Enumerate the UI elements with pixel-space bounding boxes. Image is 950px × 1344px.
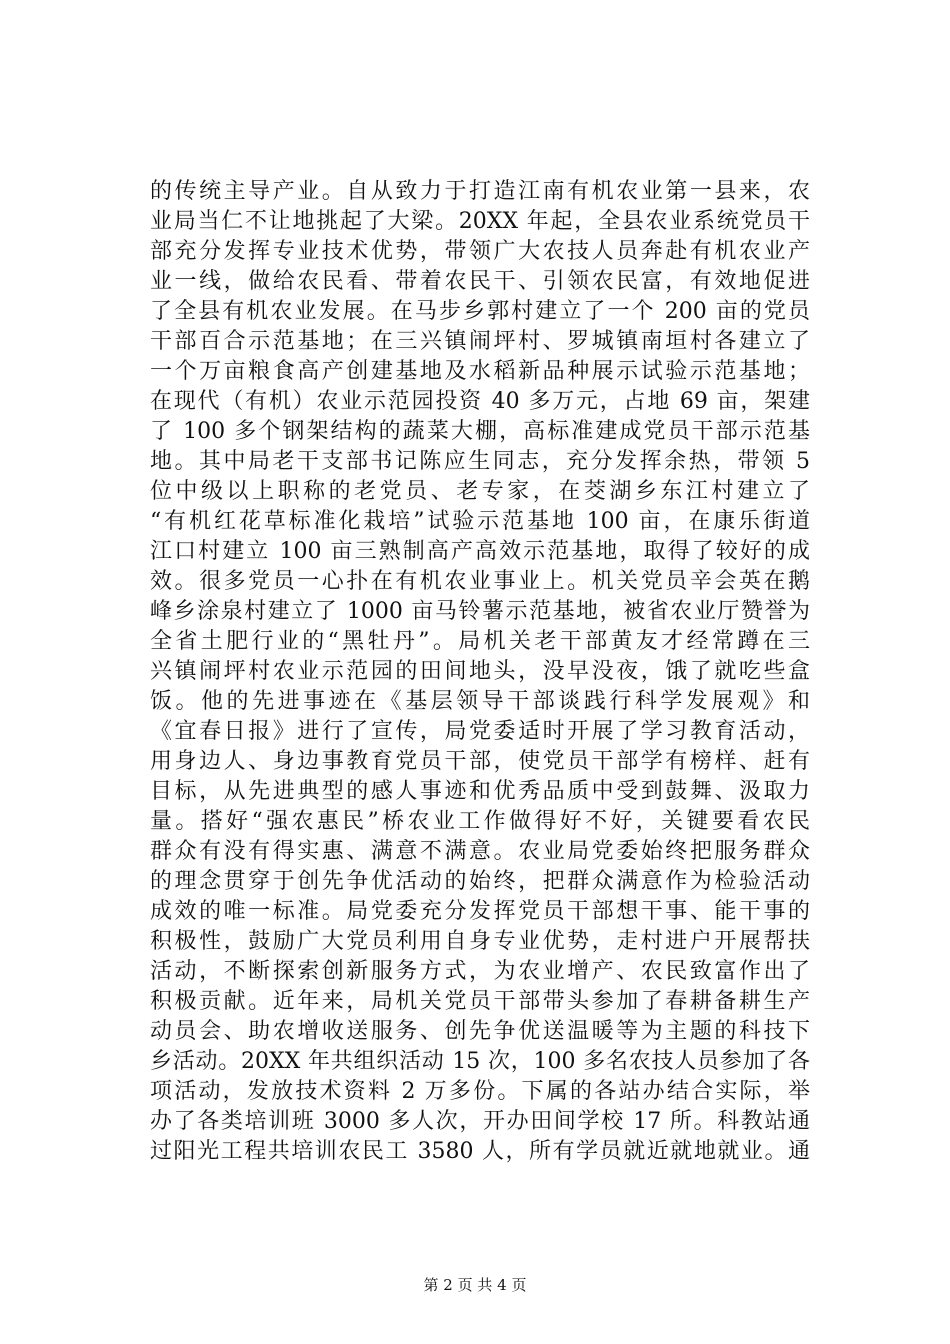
text-line: 量。搭好“强农惠民”桥农业工作做得好不好，关键要看农民 <box>150 809 810 834</box>
text-line: 江口村建立 100 亩三熟制高产高效示范基地，取得了较好的成 <box>150 539 810 564</box>
text-line: 效。很多党员一心扑在有机农业事业上。机关党员辛会英在鹅 <box>150 569 810 594</box>
text-line: 业一线，做给农民看、带着农民干、引领农民富，有效地促进 <box>150 269 810 294</box>
text-line: 乡活动。20XX 年共组织活动 15 次，100 多名农技人员参加了各 <box>150 1049 810 1074</box>
text-line: 兴镇闹坪村农业示范园的田间地头，没早没夜，饿了就吃些盒 <box>150 659 810 684</box>
text-line: 的传统主导产业。自从致力于打造江南有机农业第一县来，农 <box>150 179 810 204</box>
text-line: 在现代（有机）农业示范园投资 40 多万元，占地 69 亩，架建 <box>150 389 810 414</box>
text-line: 全省土肥行业的“黑牡丹”。局机关老干部黄友才经常蹲在三 <box>150 629 810 654</box>
text-line: 群众有没有得实惠、满意不满意。农业局党委始终把服务群众 <box>150 839 810 864</box>
text-line: 一个万亩粮食高产创建基地及水稻新品种展示试验示范基地； <box>150 359 810 384</box>
text-line: 峰乡涂泉村建立了 1000 亩马铃薯示范基地，被省农业厅赞誉为 <box>150 599 810 624</box>
text-line: 活动，不断探索创新服务方式，为农业增产、农民致富作出了 <box>150 959 810 984</box>
text-line: 部充分发挥专业技术优势，带领广大农技人员奔赴有机农业产 <box>150 239 810 264</box>
text-line: 动员会、助农增收送服务、创先争优送温暖等为主题的科技下 <box>150 1019 810 1044</box>
text-line: 目标，从先进典型的感人事迹和优秀品质中受到鼓舞、汲取力 <box>150 779 810 804</box>
text-line: “有机红花草标准化栽培”试验示范基地 100 亩，在康乐街道 <box>150 509 810 534</box>
text-line: 用身边人、身边事教育党员干部，使党员干部学有榜样、赶有 <box>150 749 810 774</box>
text-line: 办了各类培训班 3000 多人次，开办田间学校 17 所。科教站通 <box>150 1109 810 1134</box>
text-line: 了 100 多个钢架结构的蔬菜大棚，高标准建成党员干部示范基 <box>150 419 810 444</box>
page-footer: 第 2 页 共 4 页 <box>423 1276 527 1294</box>
text-line: 积极贡献。近年来，局机关党员干部带头参加了春耕备耕生产 <box>150 989 810 1014</box>
text-line: 成效的唯一标准。局党委充分发挥党员干部想干事、能干事的 <box>150 899 810 924</box>
text-line: 《宜春日报》进行了宣传，局党委适时开展了学习教育活动， <box>150 719 810 744</box>
text-line: 积极性，鼓励广大党员利用自身专业优势，走村进户开展帮扶 <box>150 929 810 954</box>
text-line: 饭。他的先进事迹在《基层领导干部谈践行科学发展观》和 <box>150 689 810 714</box>
text-line: 地。其中局老干支部书记陈应生同志，充分发挥余热，带领 5 <box>150 449 810 474</box>
text-line: 业局当仁不让地挑起了大梁。20XX 年起，全县农业系统党员干 <box>150 209 810 234</box>
text-line: 了全县有机农业发展。在马步乡郭村建立了一个 200 亩的党员 <box>150 299 810 324</box>
text-line: 位中级以上职称的老党员、老专家，在茭湖乡东江村建立了 <box>150 479 810 504</box>
text-line: 过阳光工程共培训农民工 3580 人，所有学员就近就地就业。通 <box>150 1139 810 1164</box>
text-line: 的理念贯穿于创先争优活动的始终，把群众满意作为检验活动 <box>150 869 810 894</box>
text-line: 项活动，发放技术资料 2 万多份。下属的各站办结合实际，举 <box>150 1079 810 1104</box>
body-text <box>150 177 810 1167</box>
text-line: 干部百合示范基地；在三兴镇闹坪村、罗城镇南垣村各建立了 <box>150 329 810 354</box>
